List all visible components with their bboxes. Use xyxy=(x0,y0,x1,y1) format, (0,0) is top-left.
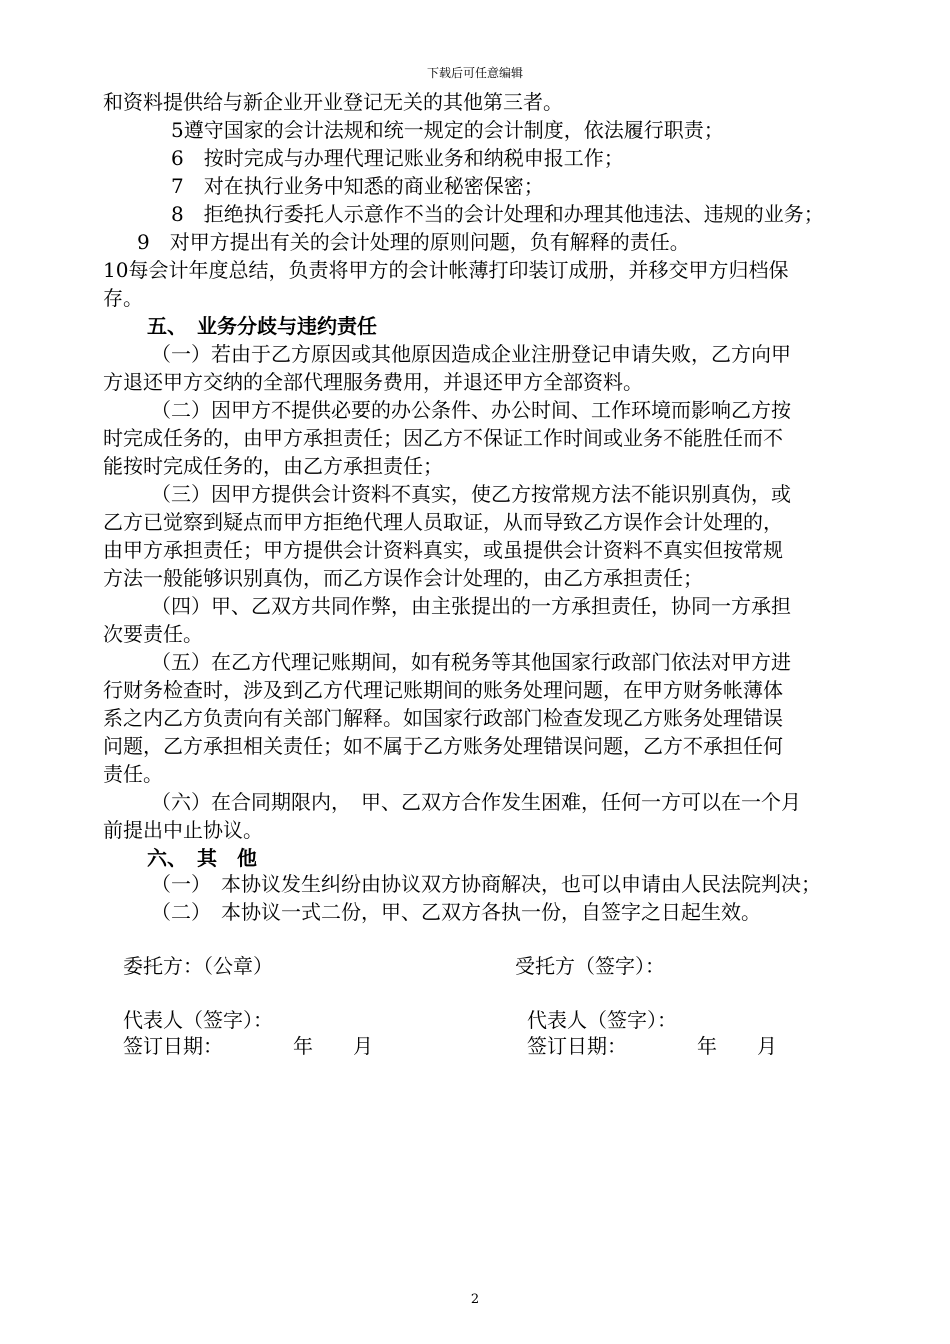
clause-5-line: 问题，乙方承担相关责任；如不属于乙方账务处理错误问题，乙方不承担任何 xyxy=(103,734,783,758)
body-line: 存。 xyxy=(103,286,143,310)
duty-item-6: 6 按时完成与办理代理记账业务和纳税申报工作； xyxy=(171,146,624,170)
duty-item-10: 10每会计年度总结，负责将甲方的会计帐薄打印装订成册，并移交甲方归档保 xyxy=(103,258,789,282)
clause-3-line: （三）因甲方提供会计资料不真实，使乙方按常规方法不能识别真伪，或 xyxy=(151,482,791,506)
clause-6-line: （六）在合同期限内， 甲、乙双方合作发生困难，任何一方可以在一个月 xyxy=(151,790,801,814)
duty-item-5: 5遵守国家的会计法规和统一规定的会计制度，依法履行职责； xyxy=(171,118,724,142)
body-line: 和资料提供给与新企业开业登记无关的其他第三者。 xyxy=(103,90,563,114)
clause-5-line: 责任。 xyxy=(103,762,163,786)
clause-1-line: （一）若由于乙方原因或其他原因造成企业注册登记申请失败，乙方向甲 xyxy=(151,342,791,366)
section-heading-5: 五、 业务分歧与违约责任 xyxy=(147,314,377,338)
agent-sign-date-label: 签订日期： 年 月 xyxy=(527,1034,777,1058)
page-number: 2 xyxy=(470,1292,480,1307)
section-heading-6: 六、 其 他 xyxy=(147,846,257,870)
clause-3-line: 由甲方承担责任；甲方提供会计资料真实，或虽提供会计资料不真实但按常规 xyxy=(103,538,783,562)
clause-5-line: 行财务检查时，涉及到乙方代理记账期间的账务处理问题，在甲方财务帐薄体 xyxy=(103,678,783,702)
duty-item-8: 8 拒绝执行委托人示意作不当的会计处理和办理其他违法、违规的业务； xyxy=(171,202,824,226)
clause-2-line: 时完成任务的，由甲方承担责任；因乙方不保证工作时间或业务不能胜任而不 xyxy=(103,426,783,450)
duty-item-9: 9 对甲方提出有关的会计处理的原则问题，负有解释的责任。 xyxy=(137,230,690,254)
clause-2-line: （二）因甲方不提供必要的办公条件、办公时间、工作环境而影响乙方按 xyxy=(151,398,791,422)
clause-2-line: 能按时完成任务的，由乙方承担责任； xyxy=(103,454,443,478)
other-clause-2: （二） 本协议一式二份，甲、乙双方各执一份，自签字之日起生效。 xyxy=(151,900,761,924)
client-sign-date-label: 签订日期： 年 月 xyxy=(123,1034,373,1058)
clause-5-line: （五）在乙方代理记账期间，如有税务等其他国家行政部门依法对甲方进 xyxy=(151,650,791,674)
clause-1-line: 方退还甲方交纳的全部代理服务费用，并退还甲方全部资料。 xyxy=(103,370,643,394)
agent-representative-label: 代表人（签字）： xyxy=(527,1008,677,1032)
clause-4-line: 次要责任。 xyxy=(103,622,203,646)
clause-6-line: 前提出中止协议。 xyxy=(103,818,263,842)
duty-item-7: 7 对在执行业务中知悉的商业秘密保密； xyxy=(171,174,544,198)
client-representative-label: 代表人（签字）： xyxy=(123,1008,273,1032)
clause-4-line: （四）甲、乙双方共同作弊，由主张提出的一方承担责任，协同一方承担 xyxy=(151,594,791,618)
clause-3-line: 乙方已觉察到疑点而甲方拒绝代理人员取证，从而导致乙方误作会计处理的， xyxy=(103,510,783,534)
other-clause-1: （一） 本协议发生纠纷由协议双方协商解决，也可以申请由人民法院判决； xyxy=(151,872,821,896)
clause-5-line: 系之内乙方负责向有关部门解释。如国家行政部门检查发现乙方账务处理错误 xyxy=(103,706,783,730)
client-signature-label: 委托方：（公章） xyxy=(123,954,273,978)
clause-3-line: 方法一般能够识别真伪，而乙方误作会计处理的，由乙方承担责任； xyxy=(103,566,703,590)
agent-signature-label: 受托方（签字）： xyxy=(515,954,665,978)
page-header: 下载后可任意编辑 xyxy=(426,66,523,80)
